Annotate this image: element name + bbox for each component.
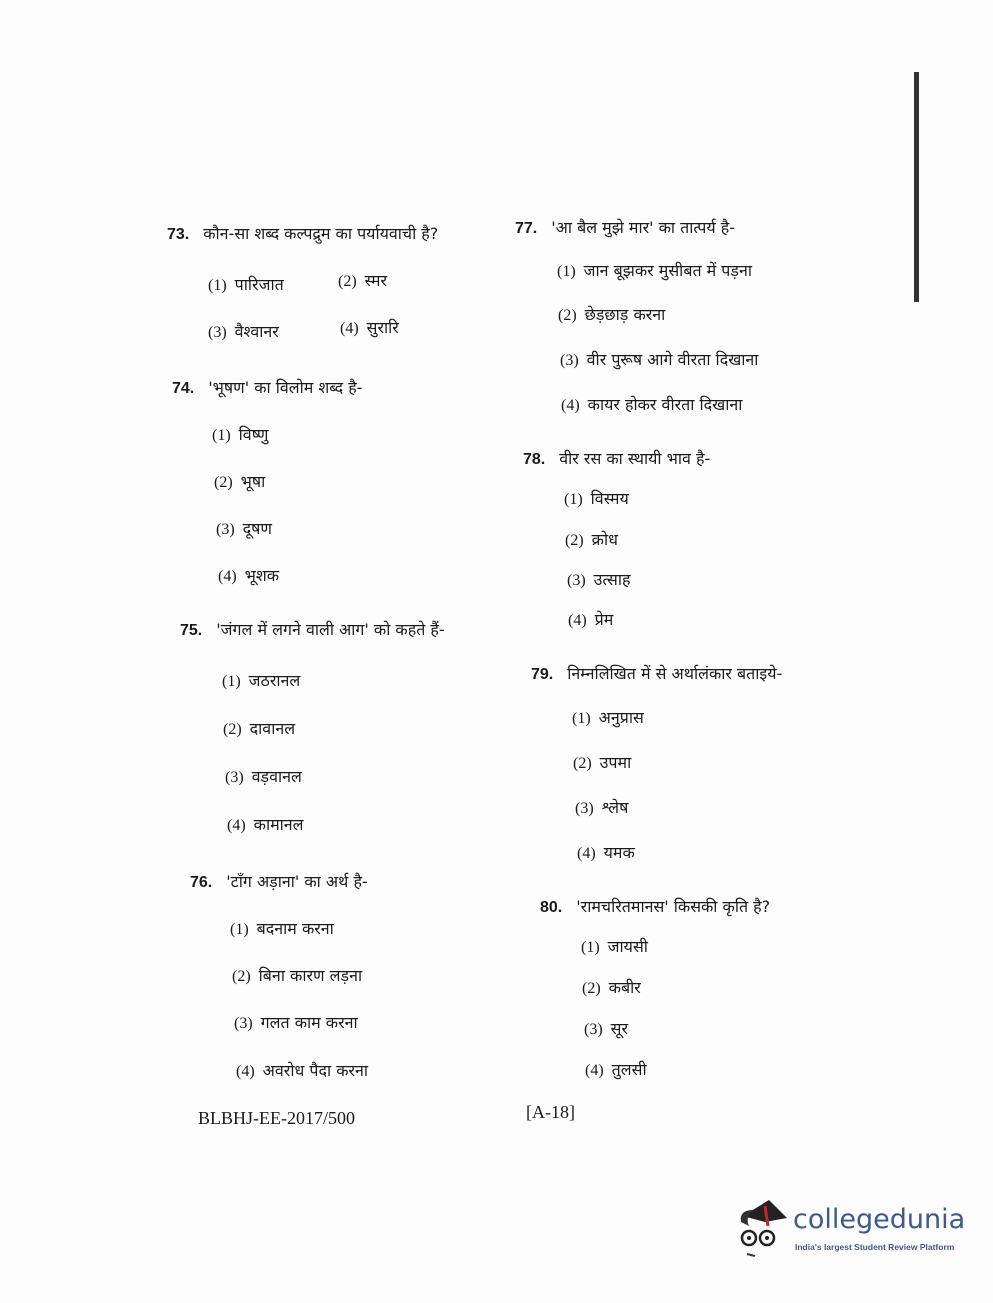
option-text: कबीर — [608, 978, 641, 997]
option-number: (1) — [222, 673, 241, 690]
option-text: जायसी — [607, 937, 648, 956]
question-text: निम्नलिखित में से अर्थालंकार बताइये- — [567, 664, 783, 683]
option-number: (2) — [214, 474, 233, 491]
question-text: 'रामचरितमानस' किसकी कृति है? — [576, 897, 771, 916]
option-number: (4) — [340, 320, 359, 337]
option-number: (4) — [227, 817, 246, 834]
option-text: तुलसी — [611, 1060, 647, 1079]
option-text: वीर पुरूष आगे वीरता दिखाना — [586, 350, 759, 369]
option-number: (2) — [573, 755, 592, 772]
option-text: कायर होकर वीरता दिखाना — [587, 395, 743, 414]
option-number: (3) — [575, 800, 594, 817]
option-number: (2) — [565, 532, 584, 549]
option — [567, 568, 630, 590]
option-text: विष्णु — [238, 425, 269, 444]
option-text: छेड़छाड़ करना — [584, 305, 666, 324]
option — [230, 917, 334, 939]
scan-edge-mark — [914, 72, 919, 302]
option — [223, 717, 295, 739]
option-text: भूशक — [244, 566, 280, 585]
option-text: गलत काम करना — [260, 1013, 358, 1032]
option-text: स्मर — [364, 271, 387, 290]
option — [232, 964, 362, 986]
option — [558, 303, 665, 325]
option — [340, 316, 399, 338]
option-text: कामानल — [253, 815, 304, 834]
question-text: 'टाँग अड़ाना' का अर्थ है- — [226, 872, 368, 891]
option-text: बदनाम करना — [256, 919, 334, 938]
option-number: (4) — [218, 568, 237, 585]
option-number: (4) — [577, 845, 596, 862]
option-number: (2) — [582, 980, 601, 997]
option-text: जठरानल — [248, 671, 301, 690]
question-text: वीर रस का स्थायी भाव है- — [559, 449, 711, 468]
option — [557, 259, 752, 281]
option — [214, 470, 265, 492]
option — [338, 269, 387, 291]
option-number: (3) — [216, 521, 235, 538]
option-number: (2) — [338, 273, 357, 290]
option — [225, 765, 302, 787]
option — [568, 608, 613, 630]
question-74 — [172, 376, 362, 398]
option-text: बिना कारण लड़ना — [258, 966, 363, 985]
option-text: भूषा — [240, 472, 266, 491]
option-number: (2) — [223, 721, 242, 738]
option-text: दूषण — [242, 519, 272, 538]
option-number: (1) — [230, 921, 249, 938]
option-text: जान बूझकर मुसीबत में पड़ना — [583, 261, 752, 280]
option-number: (1) — [581, 939, 600, 956]
option-number: (3) — [234, 1015, 253, 1032]
option-number: (1) — [212, 427, 231, 444]
option-number: (1) — [208, 277, 227, 294]
option-text: दावानल — [249, 719, 296, 738]
option-number: (3) — [208, 324, 227, 341]
option-number: (3) — [584, 1021, 603, 1038]
option — [584, 1017, 628, 1039]
option — [565, 528, 618, 550]
question-number: 75. — [180, 622, 203, 639]
mascot-logo-icon — [735, 1196, 793, 1262]
option — [234, 1011, 358, 1033]
option-number: (3) — [560, 352, 579, 369]
brand-name: collegedunia — [793, 1204, 966, 1235]
option-text: अनुप्रास — [598, 708, 644, 727]
option-text: सूर — [610, 1019, 629, 1038]
option-number: (4) — [236, 1063, 255, 1080]
question-73 — [167, 222, 438, 244]
option-text: यमक — [603, 843, 635, 862]
option — [216, 517, 272, 539]
option-text: अवरोध पैदा करना — [262, 1061, 369, 1080]
question-text: 'भूषण' का विलोम शब्द है- — [208, 378, 363, 397]
option — [561, 393, 742, 415]
option-text: प्रेम — [594, 610, 614, 629]
option-number: (2) — [558, 307, 577, 324]
question-text: 'जंगल में लगने वाली आग' को कहते हैं- — [216, 620, 445, 639]
option — [585, 1058, 647, 1080]
option-text: श्लेष — [601, 798, 629, 817]
option-number: (1) — [572, 710, 591, 727]
brand-tagline: India's largest Student Review Platform — [795, 1242, 955, 1252]
question-76 — [190, 870, 368, 892]
question-75 — [180, 618, 445, 640]
option — [208, 320, 279, 342]
question-77 — [515, 216, 735, 238]
question-78 — [523, 447, 710, 469]
option-text: उत्साह — [593, 570, 631, 589]
option — [236, 1059, 368, 1081]
option — [212, 423, 268, 445]
question-80 — [540, 895, 770, 917]
option-number: (4) — [568, 612, 587, 629]
option-number: (1) — [557, 263, 576, 280]
option — [218, 564, 279, 586]
option — [573, 751, 631, 773]
option-text: पारिजात — [234, 275, 284, 294]
option — [227, 813, 304, 835]
option — [572, 706, 644, 728]
option — [222, 669, 300, 691]
option — [577, 841, 635, 863]
option — [575, 796, 628, 818]
option-text: वैश्वानर — [234, 322, 279, 341]
question-79 — [531, 662, 782, 684]
paper-code: BLBHJ-EE-2017/500 — [198, 1108, 355, 1128]
option-text: सुरारि — [366, 318, 399, 337]
collegedunia-watermark — [735, 1196, 965, 1266]
option-number: (4) — [561, 397, 580, 414]
option — [208, 273, 284, 295]
question-number: 76. — [190, 874, 213, 891]
option-number: (4) — [585, 1062, 604, 1079]
option — [582, 976, 641, 998]
option-number: (1) — [564, 491, 583, 508]
option-number: (3) — [567, 572, 586, 589]
option-text: क्रोध — [591, 530, 618, 549]
option-text: विस्मय — [590, 489, 629, 508]
option — [560, 348, 758, 370]
question-text: 'आ बैल मुझे मार' का तात्पर्य है- — [551, 218, 735, 237]
option — [564, 487, 629, 509]
question-number: 80. — [540, 899, 563, 916]
question-text: कौन-सा शब्द कल्पद्रुम का पर्यायवाची है? — [203, 224, 439, 243]
option-text: उपमा — [599, 753, 632, 772]
question-number: 78. — [523, 451, 546, 468]
option-text: वड़वानल — [251, 767, 302, 786]
option-number: (2) — [232, 968, 251, 985]
question-number: 77. — [515, 220, 538, 237]
question-number: 73. — [167, 226, 190, 243]
question-number: 79. — [531, 666, 554, 683]
question-number: 74. — [172, 380, 195, 397]
option — [581, 935, 648, 957]
option-number: (3) — [225, 769, 244, 786]
page-number: [A-18] — [526, 1102, 575, 1122]
